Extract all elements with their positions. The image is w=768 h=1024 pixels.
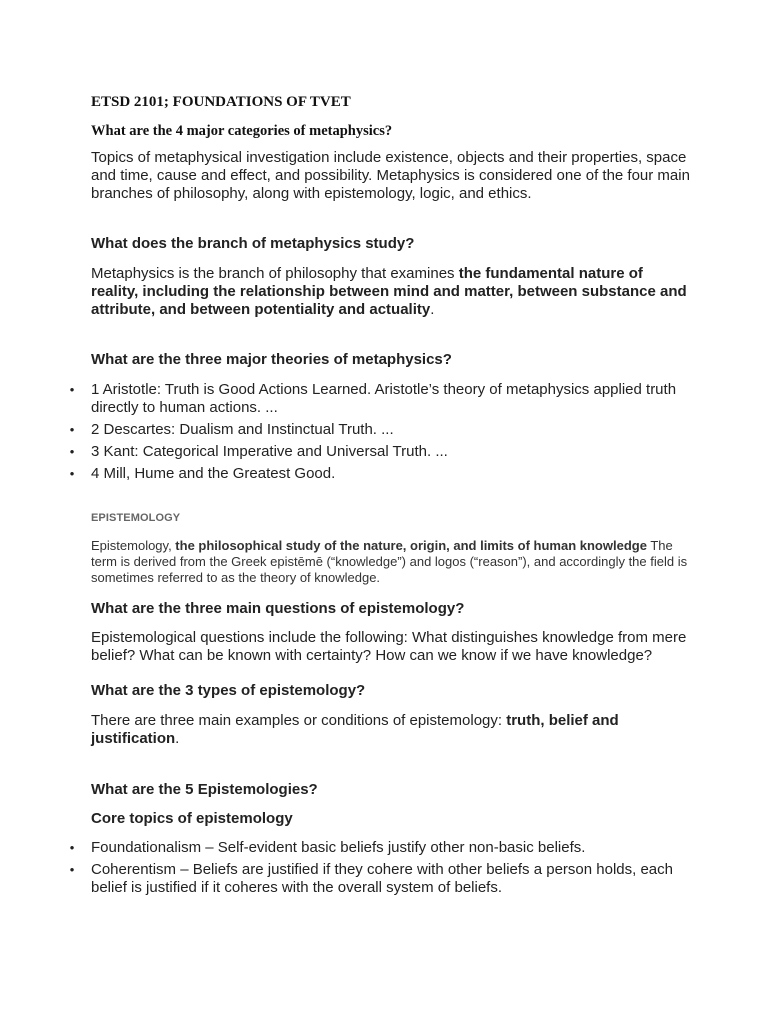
bullet-icon: • (69, 862, 75, 877)
types-end-text: . (175, 730, 180, 747)
bullet-icon: • (69, 382, 75, 397)
document-body (69, 93, 691, 897)
list-item-text: Foundationalism – Self-evident basic beliefs justify other non-basic beliefs. (91, 839, 586, 856)
paragraph-metaphysics-definition (91, 265, 691, 319)
heading-core-topics: Core topics of epistemology (91, 810, 293, 827)
types-lead-text: There are three main examples or conditions of epistemology: (91, 712, 507, 729)
core-topics-list (69, 839, 691, 897)
list-item-text: 1 Aristotle: Truth is Good Actions Learned. Aristotle’s theory of metaphysics applied truth directly to human actions. ... (91, 381, 677, 416)
paragraph-epistemology-types (91, 712, 691, 748)
question-epistemology-types: What are the 3 types of epistemology? (91, 682, 366, 699)
definition-end-text: . (430, 301, 435, 318)
list-item-text: 3 Kant: Categorical Imperative and Universal Truth. ... (91, 443, 448, 460)
bullet-icon: • (69, 840, 75, 855)
bullet-icon: • (69, 466, 75, 481)
theories-list (69, 381, 691, 483)
list-item (69, 443, 691, 461)
definition-lead-text: Metaphysics is the branch of philosophy that examines (91, 265, 459, 282)
types-bold-text: truth, belief and justification (91, 712, 619, 747)
list-item (69, 839, 691, 857)
question-epistemology-questions: What are the three main questions of epistemology? (91, 600, 465, 617)
list-item-text: 4 Mill, Hume and the Greatest Good. (91, 465, 336, 482)
paragraph-epistemology-definition (91, 538, 691, 586)
question-five-epistemologies: What are the 5 Epistemologies? (91, 781, 318, 798)
bullet-icon: • (69, 444, 75, 459)
list-item (69, 381, 691, 417)
question-metaphysics-theories: What are the three major theories of metaphysics? (91, 351, 452, 368)
definition-bold-text: the fundamental nature of reality, including the relationship between mind and matter, between substance and attribute, and between potentiality and actuality (91, 265, 687, 318)
epistemology-end-text: The term is derived from the Greek epistēmē (“knowledge”) and logos (“reason”), and accordingly the field is sometimes referred to as the theory of knowledge. (91, 538, 688, 585)
list-item (69, 465, 691, 483)
list-item-text: Coherentism – Beliefs are justified if they cohere with other beliefs a person holds, each belief is justified if it coheres with the overall system of beliefs. (91, 861, 673, 896)
epistemology-bold-text: the philosophical study of the nature, origin, and limits of human knowledge (175, 538, 647, 553)
question-metaphysics-categories: What are the 4 major categories of metaphysics? (91, 123, 393, 139)
list-item-text: 2 Descartes: Dualism and Instinctual Truth. ... (91, 421, 394, 438)
paragraph-epistemology-questions: Epistemological questions include the following: What distinguishes knowledge from mere belief? What can be known with certainty? How can we know if we have knowledge? (91, 629, 687, 664)
epistemology-lead-text: Epistemology, (91, 538, 176, 553)
list-item (69, 861, 691, 897)
paragraph-metaphysics-topics: Topics of metaphysical investigation include existence, objects and their properties, space and time, cause and effect, and possibility. Metaphysics is considered one of the four main branches of philosophy, along with epistemology, logic, and ethics. (91, 149, 690, 202)
document-title: ETSD 2101; FOUNDATIONS OF TVET (91, 94, 351, 110)
section-label-epistemology: EPISTEMOLOGY (91, 512, 181, 524)
question-metaphysics-study: What does the branch of metaphysics study? (91, 235, 415, 252)
list-item (69, 421, 691, 439)
bullet-icon: • (69, 422, 75, 437)
